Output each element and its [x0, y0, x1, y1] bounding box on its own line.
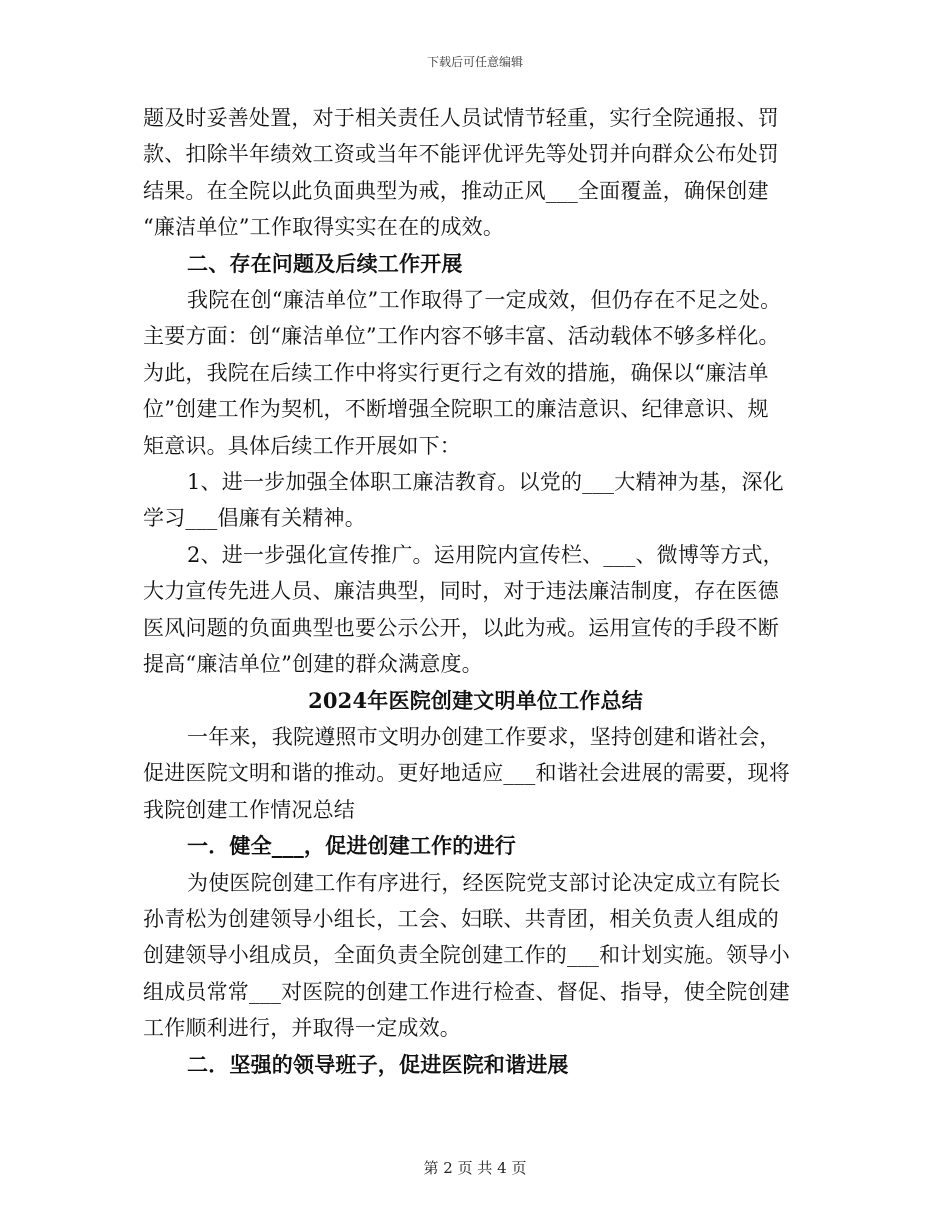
text-line: 孙青松为创建领导小组长，工会、妇联、共青团，相关负责人组成的 — [143, 906, 779, 931]
document-title: 2024年医院创建文明单位工作总结 — [308, 687, 643, 713]
text-line: 为此，我院在后续工作中将实行更行之有效的措施，确保以“廉洁单 — [143, 360, 769, 385]
text-line: 主要方面：创“廉洁单位”工作内容不够丰富、活动载体不够多样化。 — [143, 324, 780, 349]
text-line: 学习___倡廉有关精神。 — [143, 506, 366, 531]
document-body — [143, 100, 808, 1083]
text-line: 结果。在全院以此负面典型为戒，推动正风___全面覆盖，确保创建 — [143, 178, 769, 203]
text-line: 医风问题的负面典型也要公示公开，以此为戒。运用宣传的手段不断 — [143, 615, 779, 640]
section-heading: 二、存在问题及后续工作开展 — [187, 250, 463, 276]
section-heading: 二．坚强的领导班子，促进医院和谐进展 — [187, 1051, 569, 1077]
text-line: 提高“廉洁单位”创建的群众满意度。 — [143, 652, 483, 677]
text-line: 组成员常常___对医院的创建工作进行检查、督促、指导，使全院创建 — [143, 979, 790, 1004]
text-line: 款、扣除半年绩效工资或当年不能评优评先等处罚并向群众公布处罚 — [143, 142, 779, 167]
page-number: 第 2 页 共 4 页 — [423, 1159, 527, 1177]
text-line: 工作顺利进行，并取得一定成效。 — [143, 1016, 461, 1041]
text-line: 我院在创“廉洁单位”工作取得了一定成效，但仍存在不足之处。 — [187, 288, 782, 313]
text-line: 1、进一步加强全体职工廉洁教育。以党的___大精神为基，深化 — [187, 470, 784, 495]
text-line: 题及时妥善处置，对于相关责任人员试情节轻重，实行全院通报、罚 — [143, 106, 779, 130]
text-line: 我院创建工作情况总结 — [143, 797, 355, 822]
text-line: 位”创建工作为契机，不断增强全院职工的廉洁意识、纪律意识、规 — [143, 397, 769, 422]
section-heading: 一．健全___，促进创建工作的进行 — [187, 833, 516, 859]
text-line: 大力宣传先进人员、廉洁典型，同时，对于违法廉洁制度，存在医德 — [143, 579, 779, 604]
text-line: 为使医院创建工作有序进行，经医院党支部讨论决定成立有院长 — [187, 870, 781, 895]
text-line: 一年来，我院遵照市文明办创建工作要求，坚持创建和谐社会， — [187, 724, 781, 749]
text-line: “廉洁单位”工作取得实实在在的成效。 — [143, 215, 505, 240]
text-line: 创建领导小组成员，全面负责全院创建工作的___和计划实施。领导小 — [143, 943, 790, 968]
text-line: 促进医院文明和谐的推动。更好地适应___和谐社会进展的需要，现将 — [143, 761, 790, 786]
text-line: 2、进一步强化宣传推广。运用院内宣传栏、___、微博等方式， — [187, 542, 784, 567]
page-header: 下载后可任意编辑 — [426, 55, 523, 69]
text-line: 矩意识。具体后续工作开展如下： — [143, 433, 461, 458]
